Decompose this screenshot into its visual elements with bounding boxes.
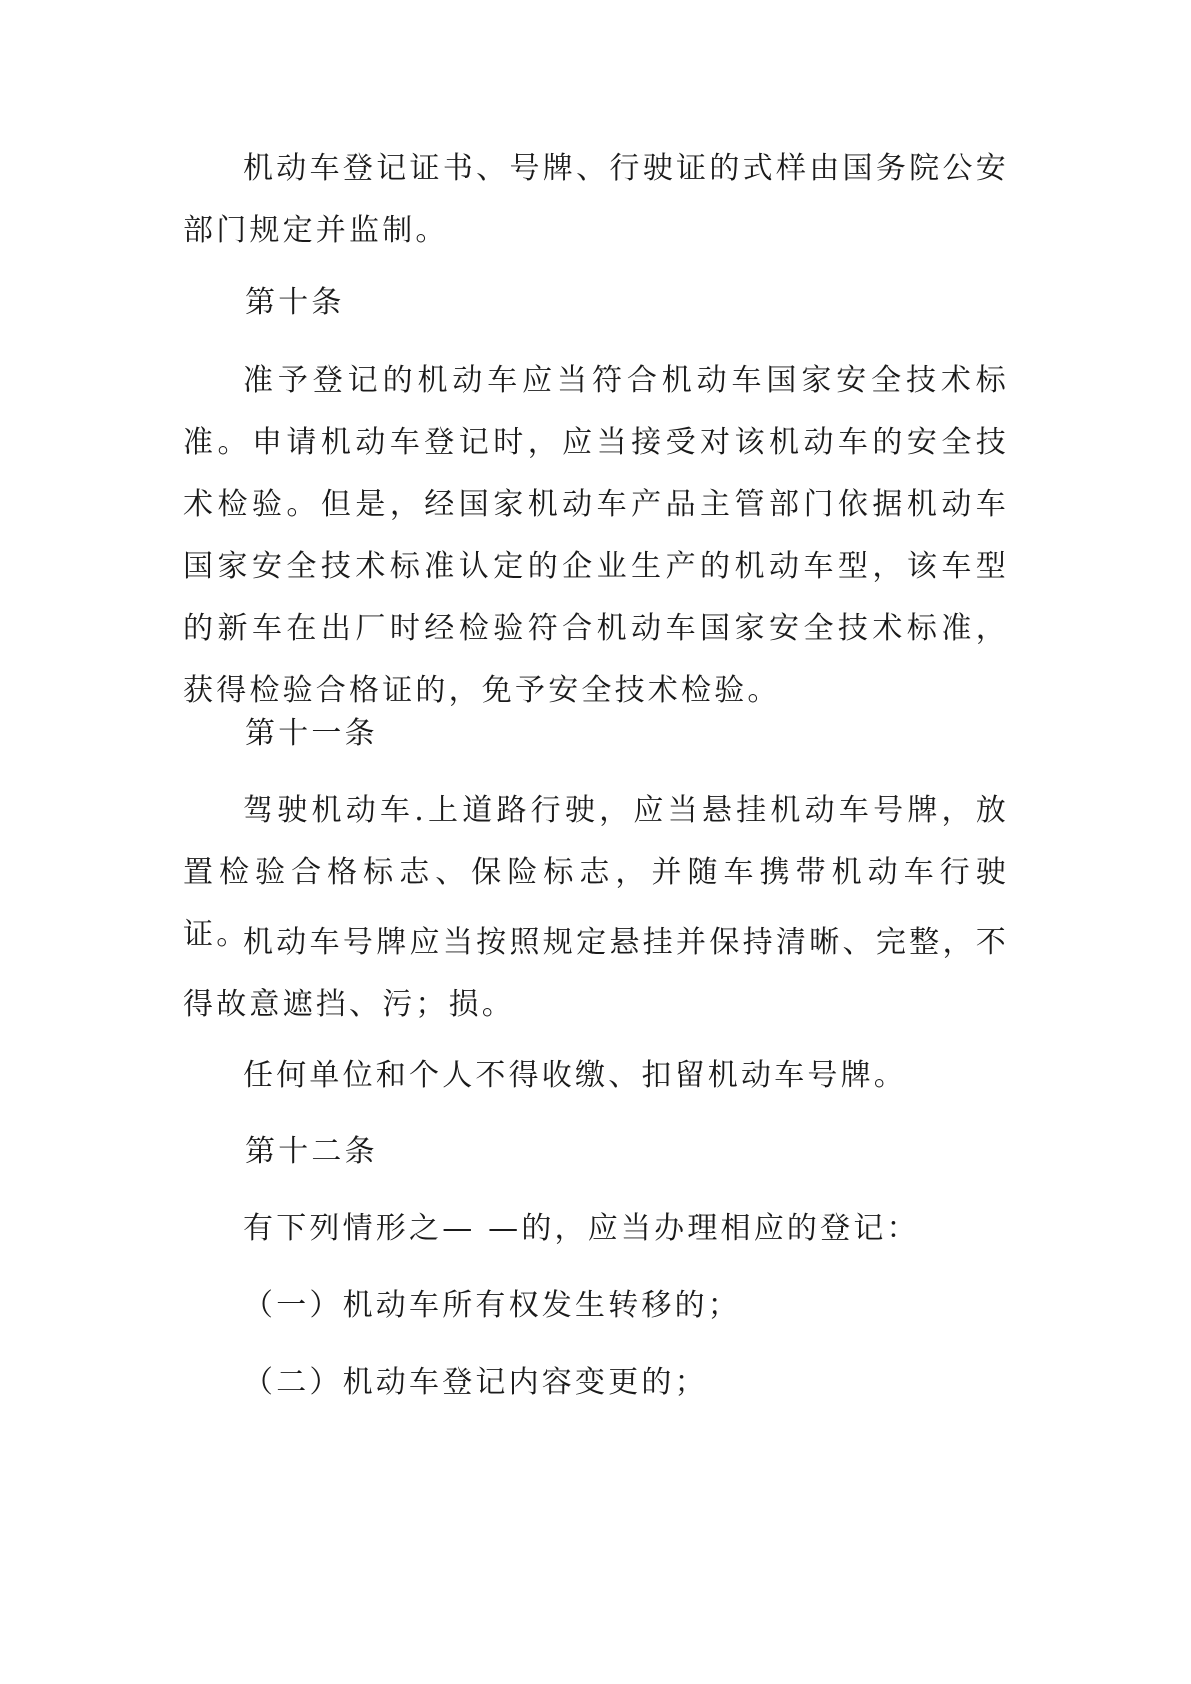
paragraph-registration-certificate	[183, 138, 1009, 262]
paragraph-registration-cases	[183, 1198, 1009, 1260]
article-heading: 第十条	[245, 285, 345, 320]
article-heading: 第十一条	[245, 716, 378, 751]
list-item-ownership-transfer	[183, 1275, 1009, 1337]
paragraph: 有下列情形之— —的，应当办理相应的登记：	[243, 1211, 920, 1246]
paragraph-plate-confiscation	[183, 1045, 1009, 1107]
article-heading: 第十二条	[245, 1134, 378, 1169]
list-item: （二）机动车登记内容变更的；	[243, 1365, 708, 1400]
article-10-heading-block	[183, 272, 1009, 334]
paragraph: 任何单位和个人不得收缴、扣留机动车号牌。	[243, 1058, 907, 1093]
article-11-heading-block	[183, 703, 1009, 765]
paragraph-plate-clarity	[183, 912, 1009, 1036]
paragraph: 驾驶机动车.上道路行驶，应当悬挂机动车号牌，放置检验合格标志、保险标志，并随车携带机动车行驶证。	[183, 793, 1009, 952]
paragraph: 机动车登记证书、号牌、行驶证的式样由国务院公安部门规定并监制。	[183, 151, 1009, 248]
paragraph: 准予登记的机动车应当符合机动车国家安全技术标准。申请机动车登记时，应当接受对该机动车的安全技术检验。但是，经国家机动车产品主管部门依据机动车国家安全技术标准认定的企业生产的机动车型，该车型的新车在出厂时经检验符合机动车国家安全技术标准，获得检验合格证的，免予安全技术检验。	[183, 363, 1009, 708]
paragraph: 机动车号牌应当按照规定悬挂并保持清晰、完整，不得故意遮挡、污；损。	[183, 925, 1009, 1022]
list-item-content-change	[183, 1352, 1009, 1414]
article-12-heading-block	[183, 1121, 1009, 1183]
list-item: （一）机动车所有权发生转移的；	[243, 1288, 741, 1323]
paragraph-safety-inspection	[183, 350, 1009, 722]
